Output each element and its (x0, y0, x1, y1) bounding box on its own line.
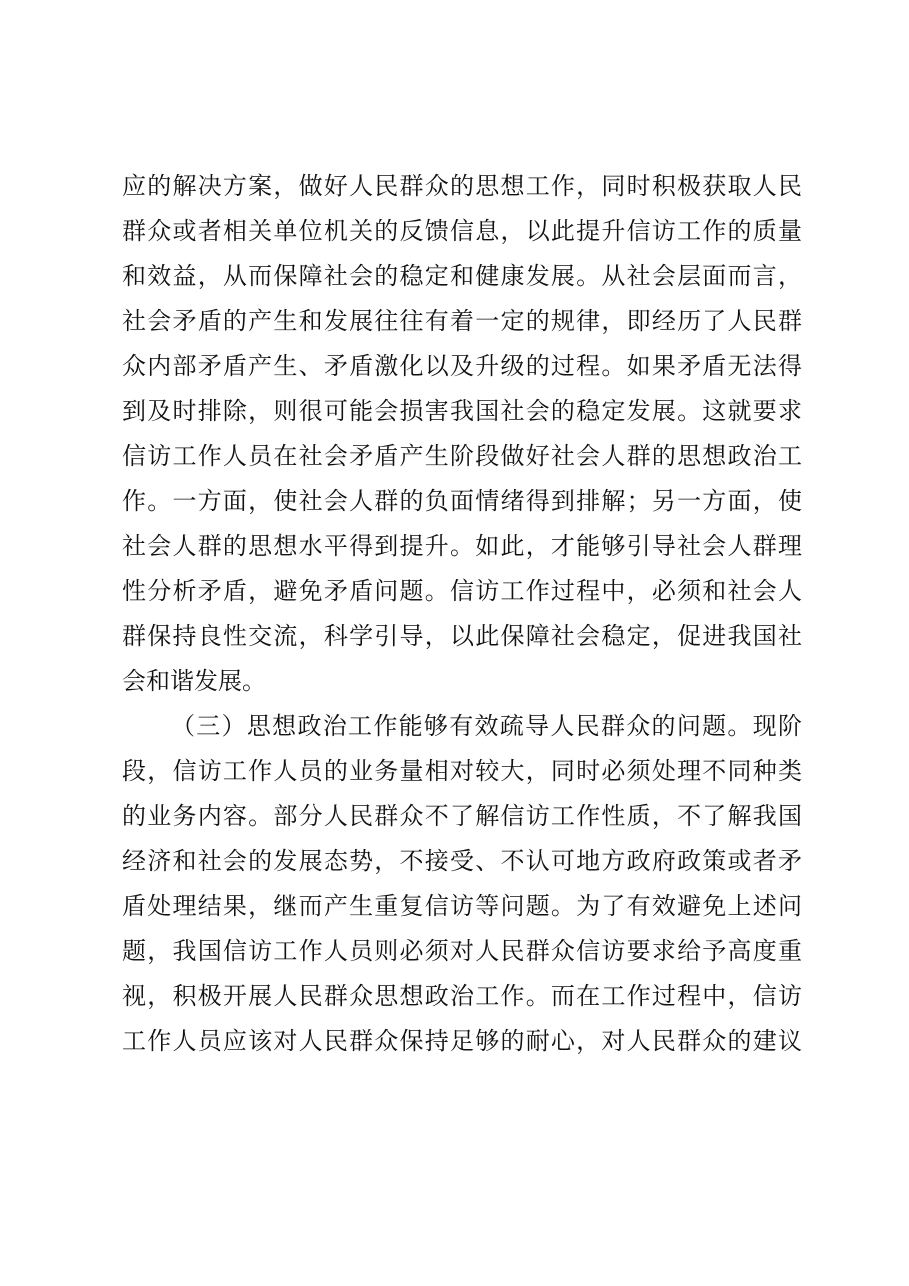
section-heading-line: （三）思想政治工作能够有效疏导人民群众的问题。现阶 (171, 712, 802, 740)
text-line: 题，我国信访工作人员则必须对人民群众信访要求给予高度重 (122, 937, 802, 965)
text-line: 到及时排除，则很可能会损害我国社会的稳定发展。这就要求 (122, 397, 802, 425)
text-line: 众内部矛盾产生、矛盾激化以及升级的过程。如果矛盾无法得 (122, 352, 802, 380)
text-line: 视，积极开展人民群众思想政治工作。而在工作过程中，信访 (122, 982, 802, 1010)
text-line: 盾处理结果，继而产生重复信访等问题。为了有效避免上述问 (122, 892, 802, 920)
text-line: 和效益，从而保障社会的稳定和健康发展。从社会层面而言， (122, 262, 802, 290)
text-line: 社会矛盾的产生和发展往往有着一定的规律，即经历了人民群 (122, 307, 802, 335)
text-line: 应的解决方案，做好人民群众的思想工作，同时积极获取人民 (122, 172, 802, 200)
text-line: 经济和社会的发展态势，不接受、不认可地方政府政策或者矛 (122, 847, 802, 875)
text-line: 会和谐发展。 (122, 667, 266, 695)
text-line: 群保持良性交流，科学引导，以此保障社会稳定，促进我国社 (122, 622, 802, 650)
text-line: 群众或者相关单位机关的反馈信息，以此提升信访工作的质量 (122, 217, 802, 245)
text-line: 社会人群的思想水平得到提升。如此，才能够引导社会人群理 (122, 532, 802, 560)
text-line: 作。一方面，使社会人群的负面情绪得到排解；另一方面，使 (122, 487, 802, 515)
text-line: 性分析矛盾，避免矛盾问题。信访工作过程中，必须和社会人 (122, 577, 802, 605)
text-line: 的业务内容。部分人民群众不了解信访工作性质，不了解我国 (122, 802, 802, 830)
text-line: 工作人员应该对人民群众保持足够的耐心，对人民群众的建议 (122, 1027, 802, 1055)
text-line: 信访工作人员在社会矛盾产生阶段做好社会人群的思想政治工 (122, 442, 802, 470)
text-line: 段，信访工作人员的业务量相对较大，同时必须处理不同种类 (122, 757, 802, 785)
